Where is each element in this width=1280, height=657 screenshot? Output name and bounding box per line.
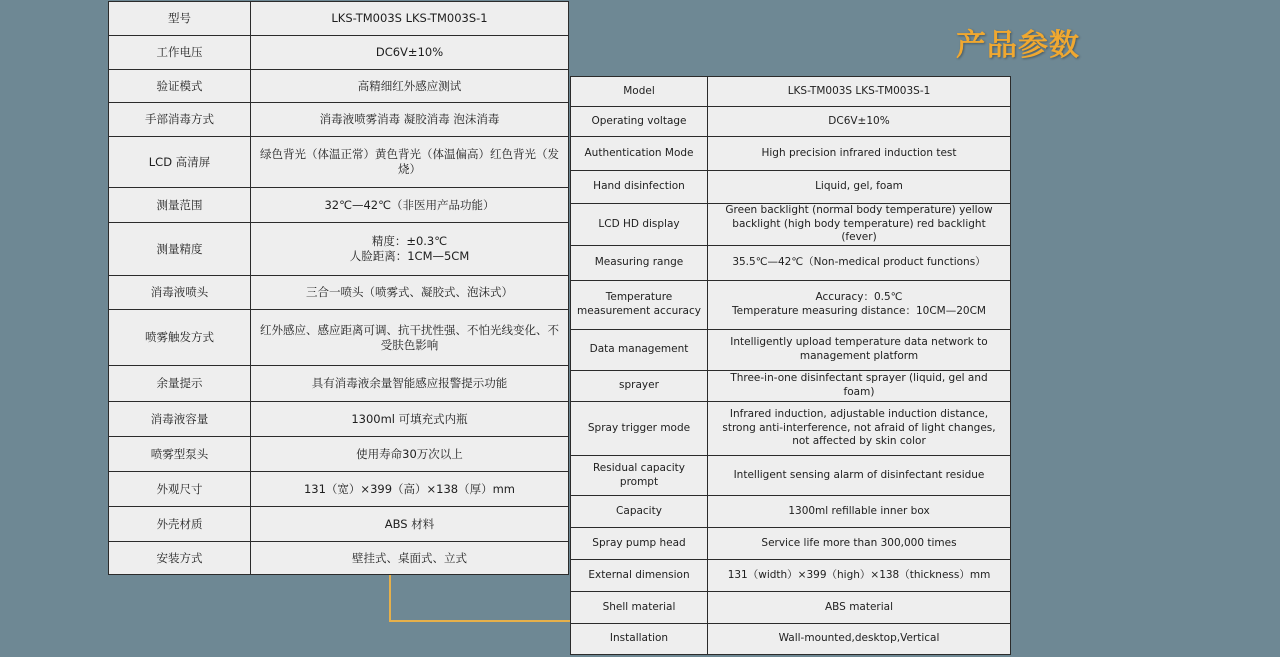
- spec-value: [708, 371, 1011, 402]
- spec-value: [708, 528, 1011, 560]
- spec-label: Model: [571, 77, 708, 107]
- spec-value: [708, 246, 1011, 281]
- spec-value-text: 精度：±0.3℃: [371, 234, 448, 249]
- spec-value: [708, 560, 1011, 592]
- spec-value-text: 32℃—42℃（非医用产品功能）: [324, 197, 495, 212]
- spec-value-text: High precision infrared induction test: [761, 146, 957, 159]
- spec-label: Authentication Mode: [571, 137, 708, 171]
- spec-value-text: ABS material: [824, 600, 894, 613]
- spec-value: [708, 204, 1011, 246]
- spec-value-text: Accuracy：0.5℃: [815, 291, 903, 304]
- spec-value: [251, 366, 569, 402]
- spec-label: 测量范围: [109, 188, 251, 223]
- spec-value: [708, 77, 1011, 107]
- spec-value: [251, 310, 569, 366]
- spec-value: [708, 107, 1011, 137]
- spec-label: 验证模式: [109, 70, 251, 103]
- spec-value: [251, 2, 569, 36]
- spec-value-text: 131（宽）×399（高）×138（厚）mm: [303, 481, 516, 496]
- spec-value: [708, 281, 1011, 330]
- spec-label: Shell material: [571, 592, 708, 624]
- spec-value-text: 使用寿命30万次以上: [356, 446, 463, 461]
- spec-row: [109, 36, 569, 70]
- spec-value-text: Green backlight (normal body temperature) yellow backlight (high body temperature) red backlight (fever): [725, 204, 993, 244]
- spec-label: 测量精度: [109, 223, 251, 276]
- spec-label: 喷雾触发方式: [109, 310, 251, 366]
- spec-label: 喷雾型泵头: [109, 437, 251, 472]
- spec-value-text: LKS-TM003S LKS-TM003S-1: [331, 11, 488, 26]
- spec-label: 消毒液容量: [109, 402, 251, 437]
- spec-label: LCD HD display: [571, 204, 708, 246]
- spec-label: sprayer: [571, 371, 708, 402]
- en-spec-table: [570, 76, 1011, 655]
- spec-value: [251, 36, 569, 70]
- spec-label: Spray pump head: [571, 528, 708, 560]
- spec-value-text-line2: 人脸距离：1CM—5CM: [349, 249, 470, 263]
- spec-row: [571, 246, 1011, 281]
- spec-row: [571, 592, 1011, 624]
- spec-label: 余量提示: [109, 366, 251, 402]
- spec-value-text: DC6V±10%: [375, 45, 444, 60]
- spec-value-text: 红外感应、感应距离可调、抗干扰性强、不怕光线变化、不受肤色影响: [260, 322, 559, 352]
- spec-value-text: Three-in-one disinfectant sprayer (liquid, gel and foam): [730, 372, 988, 398]
- spec-row: [571, 204, 1011, 246]
- spec-label: 外观尺寸: [109, 472, 251, 507]
- spec-label: External dimension: [571, 560, 708, 592]
- spec-value-text: 消毒液喷雾消毒 凝胶消毒 泡沫消毒: [319, 112, 500, 127]
- spec-value-text: Infrared induction, adjustable induction distance, strong anti-interference, not afraid of light changes, not affected by skin color: [722, 408, 996, 448]
- spec-value: [251, 507, 569, 542]
- spec-value-text: 35.5℃—42℃（Non-medical product functions）: [732, 256, 986, 269]
- spec-value: [251, 472, 569, 507]
- spec-value: [251, 137, 569, 188]
- spec-row: [109, 542, 569, 575]
- spec-label: Spray trigger mode: [571, 402, 708, 456]
- spec-row: [571, 77, 1011, 107]
- spec-label: Capacity: [571, 496, 708, 528]
- spec-value-text: Intelligently upload temperature data network to management platform: [730, 336, 988, 362]
- spec-row: [109, 507, 569, 542]
- spec-value: [251, 542, 569, 575]
- spec-value: [251, 223, 569, 276]
- spec-row: [571, 624, 1011, 655]
- spec-row: [109, 366, 569, 402]
- spec-label: Temperature measurement accuracy: [571, 281, 708, 330]
- spec-value: [708, 171, 1011, 204]
- connector-line: [389, 572, 572, 622]
- spec-label: Data management: [571, 330, 708, 371]
- spec-value-text: 具有消毒液余量智能感应报警提示功能: [311, 376, 508, 391]
- spec-value-text: 131（width）×399（high）×138（thickness）mm: [727, 568, 991, 581]
- spec-label: 消毒液喷头: [109, 276, 251, 310]
- spec-row: [109, 2, 569, 36]
- spec-label: Installation: [571, 624, 708, 655]
- spec-row: [109, 276, 569, 310]
- spec-value-text: ABS 材料: [384, 516, 435, 531]
- spec-value-text: Service life more than 300,000 times: [761, 536, 957, 549]
- spec-value: [251, 276, 569, 310]
- spec-value-text: LKS-TM003S LKS-TM003S-1: [787, 84, 931, 97]
- spec-row: [571, 371, 1011, 402]
- spec-label: Measuring range: [571, 246, 708, 281]
- spec-value-text: Liquid, gel, foam: [815, 180, 903, 193]
- spec-label: 安装方式: [109, 542, 251, 575]
- spec-value-text: DC6V±10%: [828, 114, 890, 127]
- spec-value-text: Intelligent sensing alarm of disinfectant residue: [733, 468, 985, 481]
- spec-row: [109, 70, 569, 103]
- spec-value: [708, 592, 1011, 624]
- spec-value-text: 壁挂式、桌面式、立式: [352, 550, 467, 565]
- spec-label: 手部消毒方式: [109, 103, 251, 137]
- spec-value: [708, 624, 1011, 655]
- spec-value-text: 三合一喷头（喷雾式、凝胶式、泡沫式）: [306, 285, 513, 300]
- spec-value: [708, 496, 1011, 528]
- spec-value: [708, 456, 1011, 496]
- spec-row: [571, 137, 1011, 171]
- spec-row: [571, 281, 1011, 330]
- spec-row: [109, 223, 569, 276]
- spec-value: [708, 330, 1011, 371]
- spec-row: [109, 310, 569, 366]
- spec-row: [571, 330, 1011, 371]
- spec-value-text: 绿色背光（体温正常）黄色背光（体温偏高）红色背光（发烧）: [260, 147, 559, 176]
- spec-value-text: Wall-mounted,desktop,Vertical: [778, 632, 940, 645]
- spec-value-text: 高精细红外感应测试: [357, 78, 462, 93]
- spec-value-text: 1300ml 可填充式内瓶: [351, 411, 468, 426]
- spec-row: [571, 560, 1011, 592]
- spec-row: [571, 496, 1011, 528]
- spec-label: 型号: [109, 2, 251, 36]
- spec-row: [571, 402, 1011, 456]
- spec-row: [109, 402, 569, 437]
- spec-label: Residual capacity prompt: [571, 456, 708, 496]
- spec-label: 工作电压: [109, 36, 251, 70]
- spec-value: [251, 437, 569, 472]
- page-title: 产品参数: [956, 28, 1080, 63]
- spec-label: LCD 高清屏: [109, 137, 251, 188]
- spec-label: Operating voltage: [571, 107, 708, 137]
- spec-row: [109, 137, 569, 188]
- spec-row: [571, 528, 1011, 560]
- spec-row: [109, 437, 569, 472]
- spec-row: [109, 103, 569, 137]
- cn-spec-table: [108, 1, 569, 575]
- spec-row: [571, 107, 1011, 137]
- spec-value-text: 1300ml refillable inner box: [788, 504, 930, 517]
- spec-label: 外壳材质: [109, 507, 251, 542]
- spec-row: [109, 472, 569, 507]
- spec-value: [708, 137, 1011, 171]
- spec-row: [571, 456, 1011, 496]
- spec-row: [571, 171, 1011, 204]
- spec-value: [251, 188, 569, 223]
- spec-row: [109, 188, 569, 223]
- spec-value: [708, 402, 1011, 456]
- spec-value: [251, 70, 569, 103]
- spec-value: [251, 402, 569, 437]
- spec-label: Hand disinfection: [571, 171, 708, 204]
- spec-value: [251, 103, 569, 137]
- spec-value-text-line2: Temperature measuring distance：10CM—20CM: [732, 305, 986, 317]
